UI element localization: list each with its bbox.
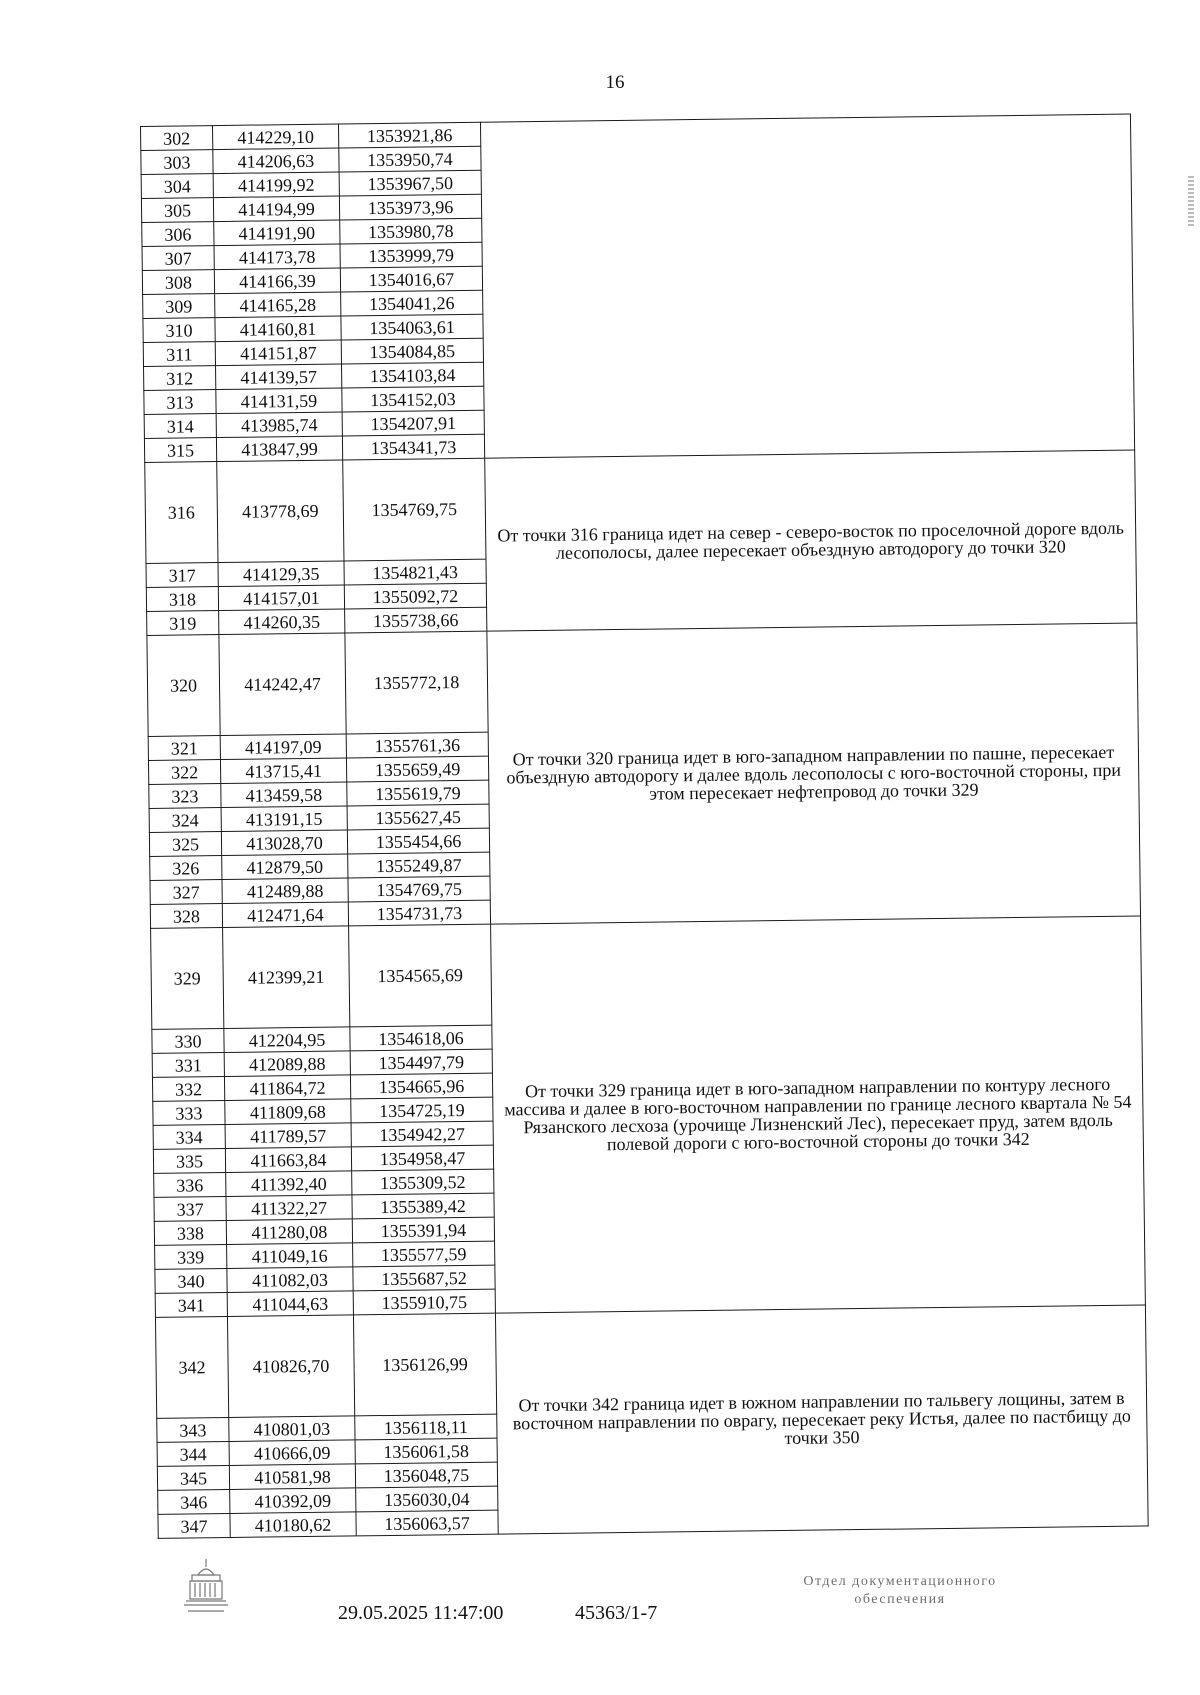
y-coordinate: 1355577,59 bbox=[353, 1241, 495, 1267]
x-coordinate: 413028,70 bbox=[221, 830, 347, 856]
x-coordinate: 410392,09 bbox=[230, 1488, 356, 1514]
point-number: 339 bbox=[155, 1245, 227, 1270]
point-number: 309 bbox=[143, 294, 215, 319]
point-number: 334 bbox=[153, 1125, 225, 1150]
point-number: 332 bbox=[152, 1077, 224, 1102]
point-number: 338 bbox=[154, 1221, 226, 1246]
point-number: 318 bbox=[146, 587, 218, 612]
point-number: 337 bbox=[154, 1197, 226, 1222]
coordinates-table bbox=[140, 114, 1149, 1539]
table-row bbox=[141, 114, 1131, 150]
x-coordinate: 413715,41 bbox=[220, 758, 346, 784]
x-coordinate: 411789,57 bbox=[225, 1123, 351, 1149]
y-coordinate: 1354958,47 bbox=[351, 1145, 493, 1171]
x-coordinate: 414173,78 bbox=[214, 244, 340, 270]
point-number: 344 bbox=[157, 1441, 229, 1466]
footer-datetime: 29.05.2025 11:47:00 bbox=[338, 1602, 504, 1624]
x-coordinate: 414194,99 bbox=[213, 196, 339, 222]
y-coordinate: 1354821,43 bbox=[344, 559, 486, 585]
x-coordinate: 414260,35 bbox=[219, 609, 345, 635]
point-number: 335 bbox=[153, 1149, 225, 1174]
point-number: 315 bbox=[144, 438, 216, 463]
table-row bbox=[147, 623, 1138, 736]
x-coordinate: 413778,69 bbox=[217, 460, 344, 563]
y-coordinate: 1354565,69 bbox=[349, 924, 492, 1027]
table-row bbox=[151, 916, 1142, 1029]
x-coordinate: 413985,74 bbox=[216, 412, 342, 438]
y-coordinate: 1354084,85 bbox=[341, 338, 483, 364]
point-number: 322 bbox=[148, 760, 220, 785]
x-coordinate: 410826,70 bbox=[227, 1315, 354, 1418]
y-coordinate: 1355391,94 bbox=[352, 1217, 494, 1243]
x-coordinate: 414151,87 bbox=[215, 340, 341, 366]
y-coordinate: 1356063,57 bbox=[356, 1510, 498, 1536]
x-coordinate: 411809,68 bbox=[225, 1099, 351, 1125]
y-coordinate: 1355738,66 bbox=[345, 607, 487, 633]
point-number: 330 bbox=[152, 1029, 224, 1054]
point-number: 307 bbox=[142, 246, 214, 271]
y-coordinate: 1354041,26 bbox=[341, 290, 483, 316]
y-coordinate: 1356030,04 bbox=[356, 1486, 498, 1512]
x-coordinate: 414191,90 bbox=[214, 220, 340, 246]
point-number: 341 bbox=[155, 1292, 227, 1317]
point-number: 326 bbox=[150, 856, 222, 881]
point-number: 346 bbox=[158, 1489, 230, 1514]
y-coordinate: 1353950,74 bbox=[339, 146, 481, 172]
point-number: 327 bbox=[150, 880, 222, 905]
y-coordinate: 1356061,58 bbox=[355, 1438, 497, 1464]
boundary-description-316: От точки 316 граница идет на север - северо-восток по проселочной дороге вдоль лесополосы, далее пересекает объездную автодорогу до точки 320 bbox=[485, 450, 1137, 631]
point-number: 331 bbox=[152, 1053, 224, 1078]
point-number: 340 bbox=[155, 1268, 227, 1293]
x-coordinate: 412879,50 bbox=[222, 854, 348, 880]
y-coordinate: 1356126,99 bbox=[353, 1313, 496, 1416]
x-coordinate: 414139,57 bbox=[216, 364, 342, 390]
x-coordinate: 411082,03 bbox=[227, 1267, 353, 1293]
x-coordinate: 410801,03 bbox=[229, 1416, 355, 1442]
x-coordinate: 411280,08 bbox=[226, 1219, 352, 1245]
x-coordinate: 414229,10 bbox=[213, 124, 339, 150]
point-number: 302 bbox=[141, 126, 213, 151]
y-coordinate: 1353999,79 bbox=[340, 242, 482, 268]
x-coordinate: 414206,63 bbox=[213, 148, 339, 174]
coordinates-table-wrapper bbox=[140, 114, 1149, 1539]
y-coordinate: 1355761,36 bbox=[346, 732, 488, 758]
x-coordinate: 410180,62 bbox=[230, 1512, 356, 1538]
x-coordinate: 410581,98 bbox=[229, 1464, 355, 1490]
point-number: 347 bbox=[158, 1513, 230, 1538]
x-coordinate: 414197,09 bbox=[220, 734, 346, 760]
point-number: 314 bbox=[144, 414, 216, 439]
point-number: 343 bbox=[157, 1417, 229, 1442]
x-coordinate: 411392,40 bbox=[226, 1171, 352, 1197]
x-coordinate: 413847,99 bbox=[216, 436, 342, 462]
x-coordinate: 412204,95 bbox=[224, 1027, 350, 1053]
point-number: 304 bbox=[141, 174, 213, 199]
y-coordinate: 1354016,67 bbox=[340, 266, 482, 292]
point-number: 336 bbox=[154, 1173, 226, 1198]
footer-document-number: 45363/1-7 bbox=[575, 1602, 658, 1624]
x-coordinate: 411663,84 bbox=[225, 1147, 351, 1173]
y-coordinate: 1356048,75 bbox=[355, 1462, 497, 1488]
y-coordinate: 1355659,49 bbox=[346, 756, 488, 782]
point-number: 329 bbox=[151, 928, 224, 1030]
y-coordinate: 1354207,91 bbox=[342, 410, 484, 436]
x-coordinate: 412471,64 bbox=[222, 902, 348, 928]
point-number: 320 bbox=[147, 635, 220, 737]
y-coordinate: 1354942,27 bbox=[351, 1121, 493, 1147]
x-coordinate: 414165,28 bbox=[215, 292, 341, 318]
duma-emblem-icon bbox=[180, 1555, 232, 1617]
x-coordinate: 412399,21 bbox=[223, 926, 350, 1029]
x-coordinate: 411864,72 bbox=[224, 1075, 350, 1101]
boundary-description-320: От точки 320 граница идет в юго-западном направлении по пашне, пересекает объездную автодорогу и далее вдоль лесополосы с юго-восточной стороны, при этом пересекает нефтепровод до точки 329 bbox=[487, 623, 1141, 924]
point-number: 324 bbox=[149, 808, 221, 833]
y-coordinate: 1354497,79 bbox=[350, 1049, 492, 1075]
point-number: 305 bbox=[141, 198, 213, 223]
x-coordinate: 414199,92 bbox=[213, 172, 339, 198]
x-coordinate: 414157,01 bbox=[218, 585, 344, 611]
y-coordinate: 1354769,75 bbox=[343, 458, 486, 561]
y-coordinate: 1353980,78 bbox=[340, 218, 482, 244]
y-coordinate: 1355249,87 bbox=[348, 852, 490, 878]
stamp-line-2: обеспечения bbox=[854, 1592, 946, 1607]
y-coordinate: 1354731,73 bbox=[348, 900, 490, 926]
page-number: 16 bbox=[605, 72, 625, 93]
x-coordinate: 411049,16 bbox=[227, 1243, 353, 1269]
point-number: 333 bbox=[153, 1101, 225, 1126]
y-coordinate: 1355454,66 bbox=[347, 828, 489, 854]
y-coordinate: 1355389,42 bbox=[352, 1193, 494, 1219]
y-coordinate: 1355309,52 bbox=[352, 1169, 494, 1195]
x-coordinate: 414242,47 bbox=[219, 633, 346, 736]
point-number: 303 bbox=[141, 150, 213, 175]
y-coordinate: 1355092,72 bbox=[344, 583, 486, 609]
x-coordinate: 411322,27 bbox=[226, 1195, 352, 1221]
x-coordinate: 411044,63 bbox=[227, 1291, 353, 1317]
x-coordinate: 414166,39 bbox=[214, 268, 340, 294]
table-row bbox=[145, 450, 1136, 563]
y-coordinate: 1354665,96 bbox=[350, 1073, 492, 1099]
point-number: 306 bbox=[142, 222, 214, 247]
point-number: 310 bbox=[143, 318, 215, 343]
description-cell-empty bbox=[480, 114, 1134, 458]
point-number: 345 bbox=[157, 1465, 229, 1490]
table-row bbox=[155, 1305, 1146, 1418]
y-coordinate: 1354341,73 bbox=[342, 434, 484, 460]
y-coordinate: 1354618,06 bbox=[350, 1025, 492, 1051]
y-coordinate: 1355619,79 bbox=[347, 780, 489, 806]
point-number: 328 bbox=[150, 904, 222, 929]
point-number: 311 bbox=[143, 342, 215, 367]
y-coordinate: 1354063,61 bbox=[341, 314, 483, 340]
y-coordinate: 1354769,75 bbox=[348, 876, 490, 902]
x-coordinate: 410666,09 bbox=[229, 1440, 355, 1466]
y-coordinate: 1354103,84 bbox=[342, 362, 484, 388]
y-coordinate: 1355772,18 bbox=[345, 631, 488, 734]
x-coordinate: 412089,88 bbox=[224, 1051, 350, 1077]
point-number: 342 bbox=[155, 1316, 228, 1418]
y-coordinate: 1353921,86 bbox=[338, 122, 480, 148]
point-number: 313 bbox=[144, 390, 216, 415]
point-number: 323 bbox=[149, 784, 221, 809]
y-coordinate: 1355910,75 bbox=[353, 1289, 495, 1315]
point-number: 308 bbox=[142, 270, 214, 295]
scan-edge-mark bbox=[1188, 176, 1194, 226]
point-number: 317 bbox=[146, 563, 218, 588]
point-number: 319 bbox=[147, 611, 219, 636]
x-coordinate: 414131,59 bbox=[216, 388, 342, 414]
x-coordinate: 413459,58 bbox=[221, 782, 347, 808]
x-coordinate: 414129,35 bbox=[218, 561, 344, 587]
y-coordinate: 1353973,96 bbox=[339, 194, 481, 220]
y-coordinate: 1353967,50 bbox=[339, 170, 481, 196]
x-coordinate: 414160,81 bbox=[215, 316, 341, 342]
stamp-line-1: Отдел документационного bbox=[803, 1574, 997, 1589]
boundary-description-342: От точки 342 граница идет в южном направлении по тальвегу лощины, затем в восточном направлении по оврагу, пересекает реку Истья, далее по пастбищу до точки 350 bbox=[495, 1305, 1148, 1534]
y-coordinate: 1354725,19 bbox=[351, 1097, 493, 1123]
y-coordinate: 1355627,45 bbox=[347, 804, 489, 830]
point-number: 321 bbox=[148, 736, 220, 761]
x-coordinate: 413191,15 bbox=[221, 806, 347, 832]
y-coordinate: 1355687,52 bbox=[353, 1265, 495, 1291]
department-stamp bbox=[700, 1573, 1100, 1609]
point-number: 316 bbox=[145, 462, 218, 564]
boundary-description-329: От точки 329 граница идет в юго-западном направлении по контуру лесного массива и далее в юго-восточном направлении по границе лесного квартала № 54 Рязанского лесхоза (урочище Лизненский Лес), пересекает пруд, затем вдоль полевой дороги с юго-восточной стороны до точки 342 bbox=[491, 916, 1146, 1313]
point-number: 325 bbox=[149, 832, 221, 857]
point-number: 312 bbox=[144, 366, 216, 391]
x-coordinate: 412489,88 bbox=[222, 878, 348, 904]
y-coordinate: 1356118,11 bbox=[355, 1414, 497, 1440]
y-coordinate: 1354152,03 bbox=[342, 386, 484, 412]
